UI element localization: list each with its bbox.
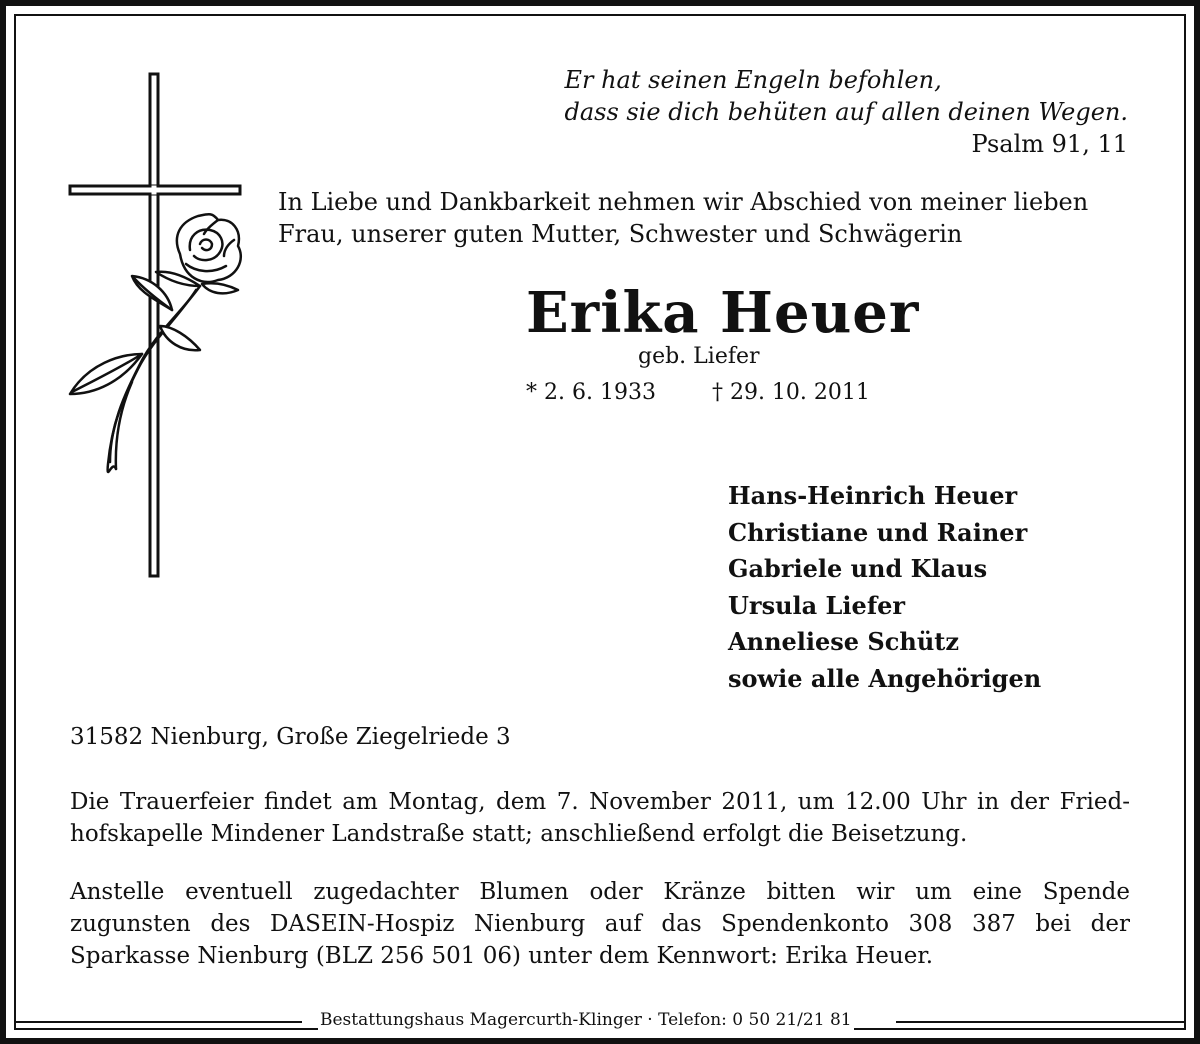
deceased-name: Erika Heuer <box>526 280 920 346</box>
mourners-list <box>728 478 1041 698</box>
funeral-notice-line-1: Die Trauerfeier findet am Montag, dem 7. November 2011, um 12.00 Uhr in der Fried- <box>70 789 1130 815</box>
funeral-notice-line-2: hofskapelle Mindener Landstraße statt; anschließend erfolgt die Beisetzung. <box>70 821 968 847</box>
intro-text <box>278 186 1128 250</box>
mourner-item: Hans-Heinrich Heuer <box>728 481 1018 510</box>
footer-funeral-home: Bestattungshaus Magercurth-Klinger · Telefon: 0 50 21/21 81 <box>320 1010 852 1030</box>
donation-notice-line-2: zugunsten des DASEIN-Hospiz Nienburg auf das Spendenkonto 308 387 bei der <box>70 911 1130 937</box>
psalm-line-2: dass sie dich behüten auf allen deinen Wegen. <box>564 98 1128 126</box>
psalm-reference: Psalm 91, 11 <box>971 130 1128 158</box>
funeral-notice <box>70 786 1130 850</box>
mourner-item: Ursula Liefer <box>728 590 906 620</box>
birth-date: * 2. 6. 1933 <box>526 380 656 405</box>
death-date: † 29. 10. 2011 <box>711 380 870 405</box>
psalm-quote <box>564 64 1128 160</box>
donation-notice-line-1: Anstelle eventuell zugedachter Blumen oder Kränze bitten wir um eine Spende <box>70 879 1130 905</box>
mourner-item: sowie alle Angehörigen <box>728 663 1042 693</box>
donation-notice <box>70 876 1130 972</box>
mourner-item: Christiane und Rainer <box>728 517 1028 547</box>
intro-line-2: Frau, unserer guten Mutter, Schwester und Schwägerin <box>278 220 963 248</box>
life-dates <box>526 380 870 405</box>
mourner-item: Anneliese Schütz <box>728 627 959 657</box>
address: 31582 Nienburg, Große Ziegelriede 3 <box>70 724 511 750</box>
donation-notice-line-3: Sparkasse Nienburg (BLZ 256 501 06) unter dem Kennwort: Erika Heuer. <box>70 943 934 969</box>
footer-rule-left <box>16 1021 302 1023</box>
footer-rule-right <box>896 1021 1184 1023</box>
mourner-item: Gabriele und Klaus <box>728 554 988 584</box>
intro-line-1: In Liebe und Dankbarkeit nehmen wir Abschied von meiner lieben <box>278 188 1089 216</box>
psalm-line-1: Er hat seinen Engeln befohlen, <box>564 66 942 94</box>
cross-with-rose-icon <box>60 64 250 584</box>
maiden-name: geb. Liefer <box>638 344 760 369</box>
